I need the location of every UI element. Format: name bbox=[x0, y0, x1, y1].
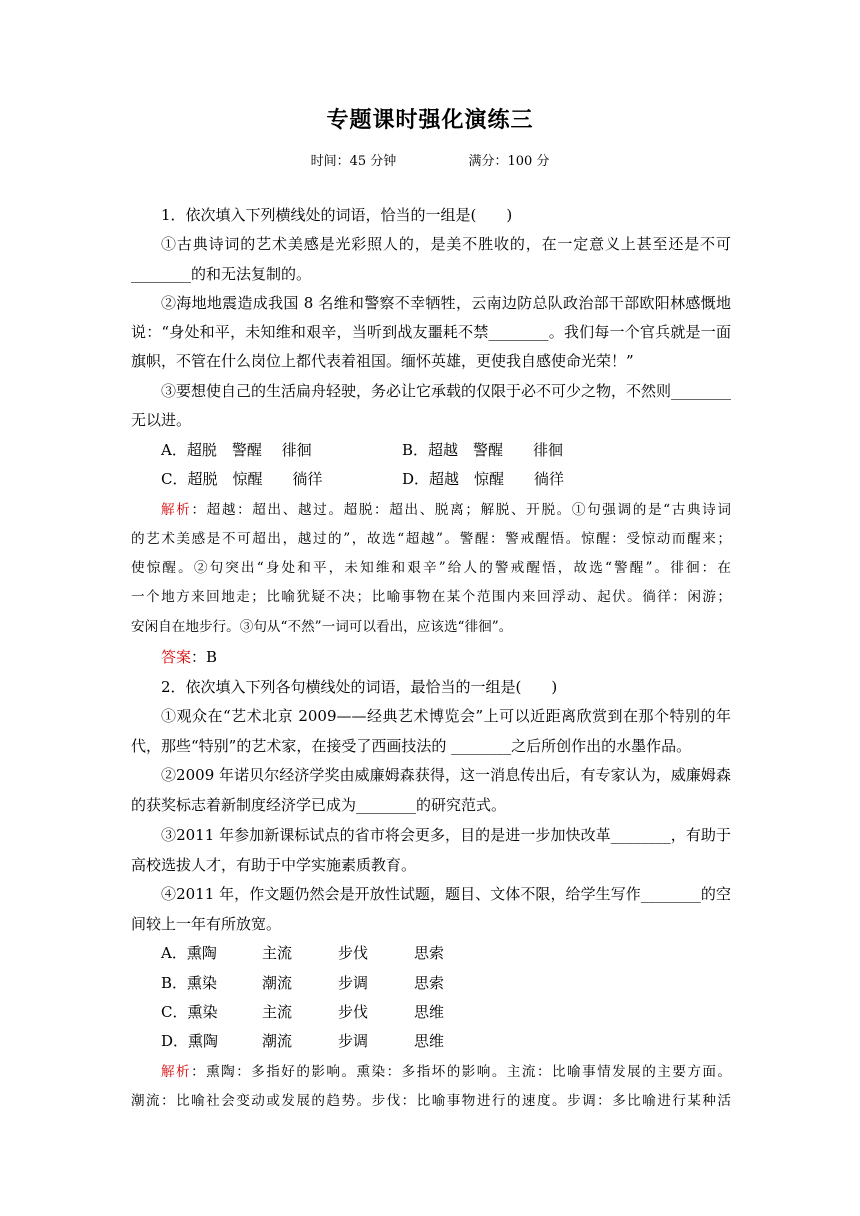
q2-stem: 2．依次填入下列各句横线处的词语，最恰当的一组是( ) bbox=[161, 678, 558, 696]
q2-option-d: D．熏陶 潮流 步调 思维 bbox=[161, 1032, 445, 1050]
q2-sentence-3-cont: 高校选拔人才，有助于中学实施素质教育。 bbox=[131, 856, 417, 874]
q1-sentence-2: ②海地地震造成我国 8 名维和警察不幸牺牲，云南边防总队政治部干部欧阳林感慨地 bbox=[161, 294, 731, 312]
q1-explanation-2: 的艺术美感是不可超出，越过的”，故选“超越”。警醒：警戒醒悟。惊醒：受惊动而醒来； bbox=[131, 531, 731, 547]
page-title: 专题课时强化演练三 bbox=[326, 108, 534, 133]
q2-option-a: A．熏陶 主流 步伐 思索 bbox=[161, 944, 445, 962]
q1-explanation-5: 安闲自在地步行。③句从“不然”一词可以看出，应该选“徘徊”。 bbox=[131, 619, 513, 635]
q1-option-a: A．超脱 警醒 徘徊 bbox=[161, 441, 312, 459]
q1-option-d: D．超越 惊醒 徜徉 bbox=[402, 470, 565, 488]
q2-sentence-4: ④2011 年，作文题仍然会是开放性试题，题目、文体不限，给学生写作________的空 bbox=[161, 885, 731, 903]
answer-value: ：B bbox=[191, 648, 218, 666]
q2-sentence-2: ②2009 年诺贝尔经济学奖由威廉姆森获得，这一消息传出后，有专家认为，威廉姆森 bbox=[161, 766, 731, 784]
q1-sentence-1-cont: ________的和无法复制的。 bbox=[131, 265, 312, 283]
q1-option-b: B．超越 警醒 徘徊 bbox=[402, 441, 564, 459]
exam-meta bbox=[0, 150, 860, 169]
q1-sentence-2-cont: 说：“身处和平，未知维和艰辛，当听到战友噩耗不禁________。我们每一个官兵就是一面 bbox=[131, 323, 731, 341]
q2-option-b: B．熏染 潮流 步调 思索 bbox=[161, 974, 445, 992]
q1-stem: 1．依次填入下列横线处的词语，恰当的一组是( ) bbox=[161, 206, 513, 224]
q1-explanation-3: 使惊醒。②句突出“身处和平，未知维和艰辛”给人的警戒醒悟，故选“警醒”。徘徊：在 bbox=[131, 560, 731, 576]
q2-sentence-4-cont: 间较上一年有所放宽。 bbox=[131, 915, 282, 933]
q1-answer bbox=[161, 647, 731, 667]
answer-label: 答案 bbox=[161, 648, 192, 666]
q2-explanation-2: 潮流：比喻社会变动或发展的趋势。步伐：比喻事物进行的速度。步调：多比喻进行某种活 bbox=[131, 1093, 731, 1109]
q2-sentence-1: ①观众在“艺术北京 2009——经典艺术博览会”上可以近距离欣赏到在那个特别的年 bbox=[161, 707, 731, 725]
q1-explanation-4: 一个地方来回地走；比喻犹疑不决；比喻事物在某个范围内来回浮动、起伏。徜徉：闲游； bbox=[131, 589, 731, 605]
q2-sentence-2-cont: 的获奖标志着新制度经济学已成为________的研究范式。 bbox=[131, 796, 507, 814]
q1-option-c: C．超脱 惊醒 徜徉 bbox=[161, 470, 323, 488]
q1-sentence-3-cont: 无以进。 bbox=[131, 411, 192, 429]
q1-explanation-1: 解析：超越：超出、越过。超脱：超出、脱离；解脱、开脱。①句强调的是“古典诗词 bbox=[161, 502, 731, 518]
explanation-label: 解析 bbox=[161, 1064, 192, 1080]
q2-explanation-1: 解析：熏陶：多指好的影响。熏染：多指坏的影响。主流：比喻事情发展的主要方面。 bbox=[161, 1064, 731, 1080]
q2-option-c: C．熏染 主流 步伐 思维 bbox=[161, 1003, 445, 1021]
q2-sentence-3: ③2011 年参加新课标试点的省市将会更多，目的是进一步加快改革________，有助于 bbox=[161, 826, 731, 844]
q1-sentence-3: ③要想使自己的生活扁舟轻驶，务必让它承载的仅限于必不可少之物，不然则________ bbox=[161, 382, 732, 400]
q2-sentence-1-cont: 代，那些“特别”的艺术家，在接受了西画技法的 ________之后所创作出的水墨作品。 bbox=[131, 737, 692, 755]
q1-sentence-2-end: 旗帜，不管在什么岗位上都代表着祖国。缅怀英雄，更使我自感使命光荣！” bbox=[131, 352, 634, 370]
explanation-label: 解析 bbox=[161, 502, 192, 518]
full-score: 满分：100 分 bbox=[468, 154, 550, 169]
time-limit: 时间：45 分钟 bbox=[310, 154, 397, 169]
q1-sentence-1: ①古典诗词的艺术美感是光彩照人的，是美不胜收的，在一定意义上甚至还是不可 bbox=[161, 235, 731, 253]
